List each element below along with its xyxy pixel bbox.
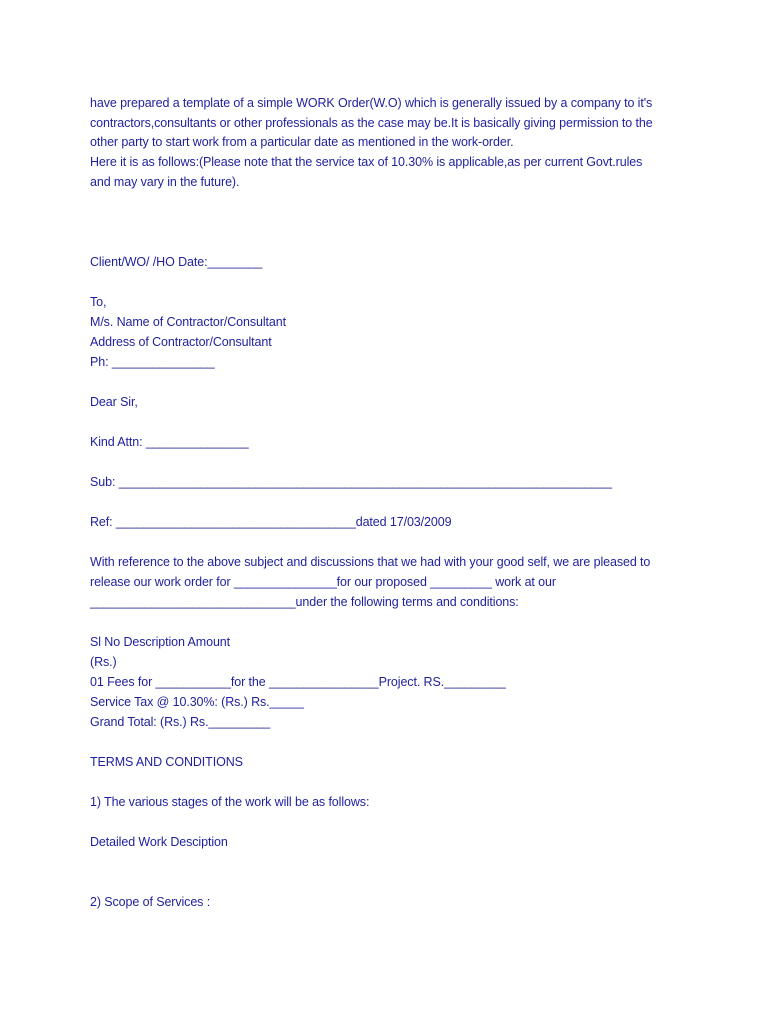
intro-line-3: other party to start work from a particular date as mentioned in the work-order. <box>90 135 514 149</box>
salutation: Dear Sir, <box>90 395 138 409</box>
table-row-service-tax: Service Tax @ 10.30%: (Rs.) Rs._____ <box>90 695 304 709</box>
table-row-fees: 01 Fees for ___________for the ________________Project. RS._________ <box>90 675 506 689</box>
body-line-2: release our work order for _______________for our proposed _________ work at our <box>90 575 556 589</box>
intro-line-4: Here it is as follows:(Please note that the service tax of 10.30% is applicable,as per current Govt.rules <box>90 155 643 169</box>
table-unit: (Rs.) <box>90 655 117 669</box>
contractor-name: M/s. Name of Contractor/Consultant <box>90 315 286 329</box>
contractor-phone: Ph: _______________ <box>90 355 215 369</box>
terms-heading: TERMS AND CONDITIONS <box>90 755 243 769</box>
body-line-3: ______________________________under the following terms and conditions: <box>90 595 519 609</box>
body-line-1: With reference to the above subject and discussions that we had with your good self, we are pleased to <box>90 555 651 569</box>
client-wo-date: Client/WO/ /HO Date:________ <box>90 255 263 269</box>
intro-line-1: have prepared a template of a simple WORK Order(W.O) which is generally issued by a company to it's <box>90 96 653 110</box>
work-description: Detailed Work Desciption <box>90 835 228 849</box>
address-to: To, <box>90 295 107 309</box>
intro-line-2: contractors,consultants or other professionals as the case may be.It is basically giving permission to the <box>90 116 653 130</box>
kind-attention: Kind Attn: _______________ <box>90 435 249 449</box>
contractor-address: Address of Contractor/Consultant <box>90 335 272 349</box>
reference-line: Ref: ___________________________________dated 17/03/2009 <box>90 515 452 529</box>
table-header: Sl No Description Amount <box>90 635 231 649</box>
term-1: 1) The various stages of the work will be as follows: <box>90 795 370 809</box>
intro-line-5: and may vary in the future). <box>90 175 240 189</box>
table-row-grand-total: Grand Total: (Rs.) Rs._________ <box>90 715 271 729</box>
subject-line: Sub: ________________________________________________________________________ <box>90 475 613 489</box>
term-2: 2) Scope of Services : <box>90 895 211 909</box>
